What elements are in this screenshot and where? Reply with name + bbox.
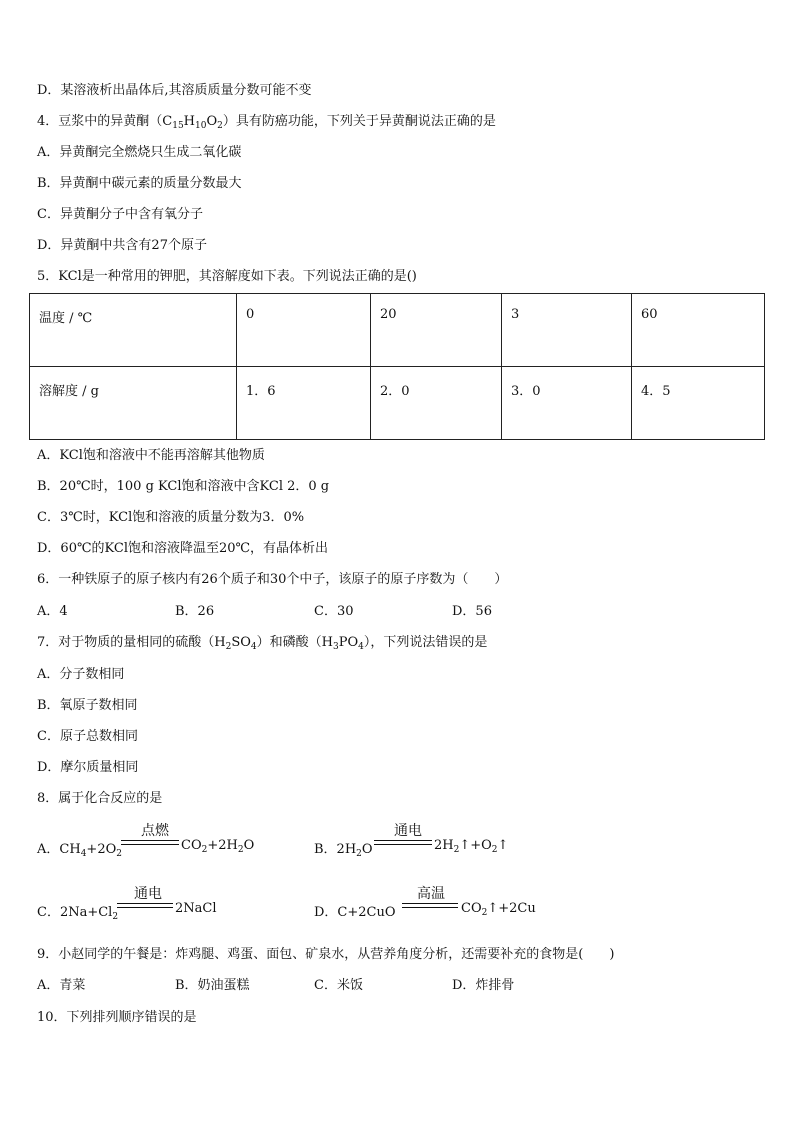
q9-option-d: D．炸排骨	[452, 978, 515, 993]
table-cell: 0	[237, 294, 371, 367]
q6-option-a: A．4	[37, 604, 68, 619]
table-cell: 3．0	[502, 367, 632, 440]
q9-option-a: A．青菜	[37, 978, 86, 993]
q7-option-b: B．氧原子数相同	[37, 698, 138, 713]
q6-stem: 6．一种铁原子的原子核内有26个质子和30个中子，该原子的原子序数为（ ）	[37, 572, 508, 587]
q7-option-a: A．分子数相同	[37, 667, 125, 682]
equation-a-reactants: A．$CH_4+2O_2$	[37, 842, 122, 859]
equation-c	[37, 883, 257, 923]
q6-option-d: D．56	[452, 604, 492, 619]
equation-b-arrow	[374, 840, 432, 845]
table-cell: 温度 / ℃	[30, 294, 237, 367]
table-row	[30, 294, 765, 367]
equation-c-arrow	[117, 903, 173, 908]
q4-option-c: C．异黄酮分子中含有氧分子	[37, 207, 203, 222]
q9-option-c: C．米饭	[314, 978, 363, 993]
equation-b-condition: 通电	[394, 823, 422, 839]
equation-a	[37, 820, 297, 860]
equation-a-arrow	[121, 840, 179, 845]
equation-b-reactants: B．$2H_2O$	[314, 842, 373, 859]
q5-option-c: C．3℃时，KCl饱和溶液的质量分数为3．0%	[37, 510, 305, 525]
q5-stem: 5．KCl是一种常用的钾肥，其溶解度如下表。下列说法正确的是()	[37, 269, 417, 284]
q3-option-d: D．某溶液析出晶体后,其溶质质量分数可能不变	[37, 83, 312, 98]
q6-option-c: C．30	[314, 604, 354, 619]
q9-stem: 9．小赵同学的午餐是：炸鸡腿、鸡蛋、面包、矿泉水，从营养角度分析，还需要补充的食物是( )	[37, 947, 615, 962]
equation-c-products: 2NaCl	[175, 901, 217, 916]
equation-b-products: $2H_2↑+O_2↑$	[434, 838, 509, 855]
table-cell: 20	[371, 294, 502, 367]
equation-d	[314, 883, 554, 923]
q4-option-a: A．异黄酮完全燃烧只生成二氧化碳	[37, 145, 242, 160]
q10-stem: 10．下列排列顺序错误的是	[37, 1010, 197, 1025]
table-cell: 3	[502, 294, 632, 367]
q9-option-b: B．奶油蛋糕	[175, 978, 250, 993]
table-cell: 60	[632, 294, 765, 367]
q7-option-c: C．原子总数相同	[37, 729, 138, 744]
equation-d-products: $CO_2↑+2Cu$	[461, 901, 536, 918]
q4-option-d: D．异黄酮中共含有27个原子	[37, 238, 207, 253]
q5-option-b: B．20℃时，100 g KCl饱和溶液中含KCl 2．0 g	[37, 479, 330, 494]
q5-option-d: D．60℃的KCl饱和溶液降温至20℃，有晶体析出	[37, 541, 329, 556]
q5-option-a: A．KCl饱和溶液中不能再溶解其他物质	[37, 448, 265, 463]
q4-option-b: B．异黄酮中碳元素的质量分数最大	[37, 176, 242, 191]
table-cell: 1．6	[237, 367, 371, 440]
equation-a-products: $CO_2+2H_2O$	[181, 838, 255, 855]
table-cell: 溶解度 / g	[30, 367, 237, 440]
solubility-table	[29, 293, 765, 440]
equation-a-condition: 点燃	[141, 823, 169, 839]
equation-b	[314, 820, 534, 860]
table-cell: 4．5	[632, 367, 765, 440]
q7-stem: 7．对于物质的量相同的硫酸$(H_2SO_4)$和磷酸$(H_3PO_4)$，下列说法错误的是	[37, 635, 488, 652]
table-row	[30, 367, 765, 440]
equation-d-reactants: D．C+2CuO	[314, 905, 396, 920]
q6-option-b: B．26	[175, 604, 215, 619]
table-cell: 2．0	[371, 367, 502, 440]
q7-option-d: D．摩尔质量相同	[37, 760, 139, 775]
equation-c-condition: 通电	[134, 886, 162, 902]
q4-stem: 4．豆浆中的异黄酮$(C_{15}H_{10}O_2)$具有防癌功能，下列关于异黄酮说法正确的是	[37, 114, 496, 131]
equation-d-arrow	[402, 903, 458, 908]
equation-d-condition: 高温	[417, 886, 445, 902]
q8-stem: 8．属于化合反应的是	[37, 791, 163, 806]
equation-c-reactants: C．$2Na+Cl_2$	[37, 905, 119, 922]
